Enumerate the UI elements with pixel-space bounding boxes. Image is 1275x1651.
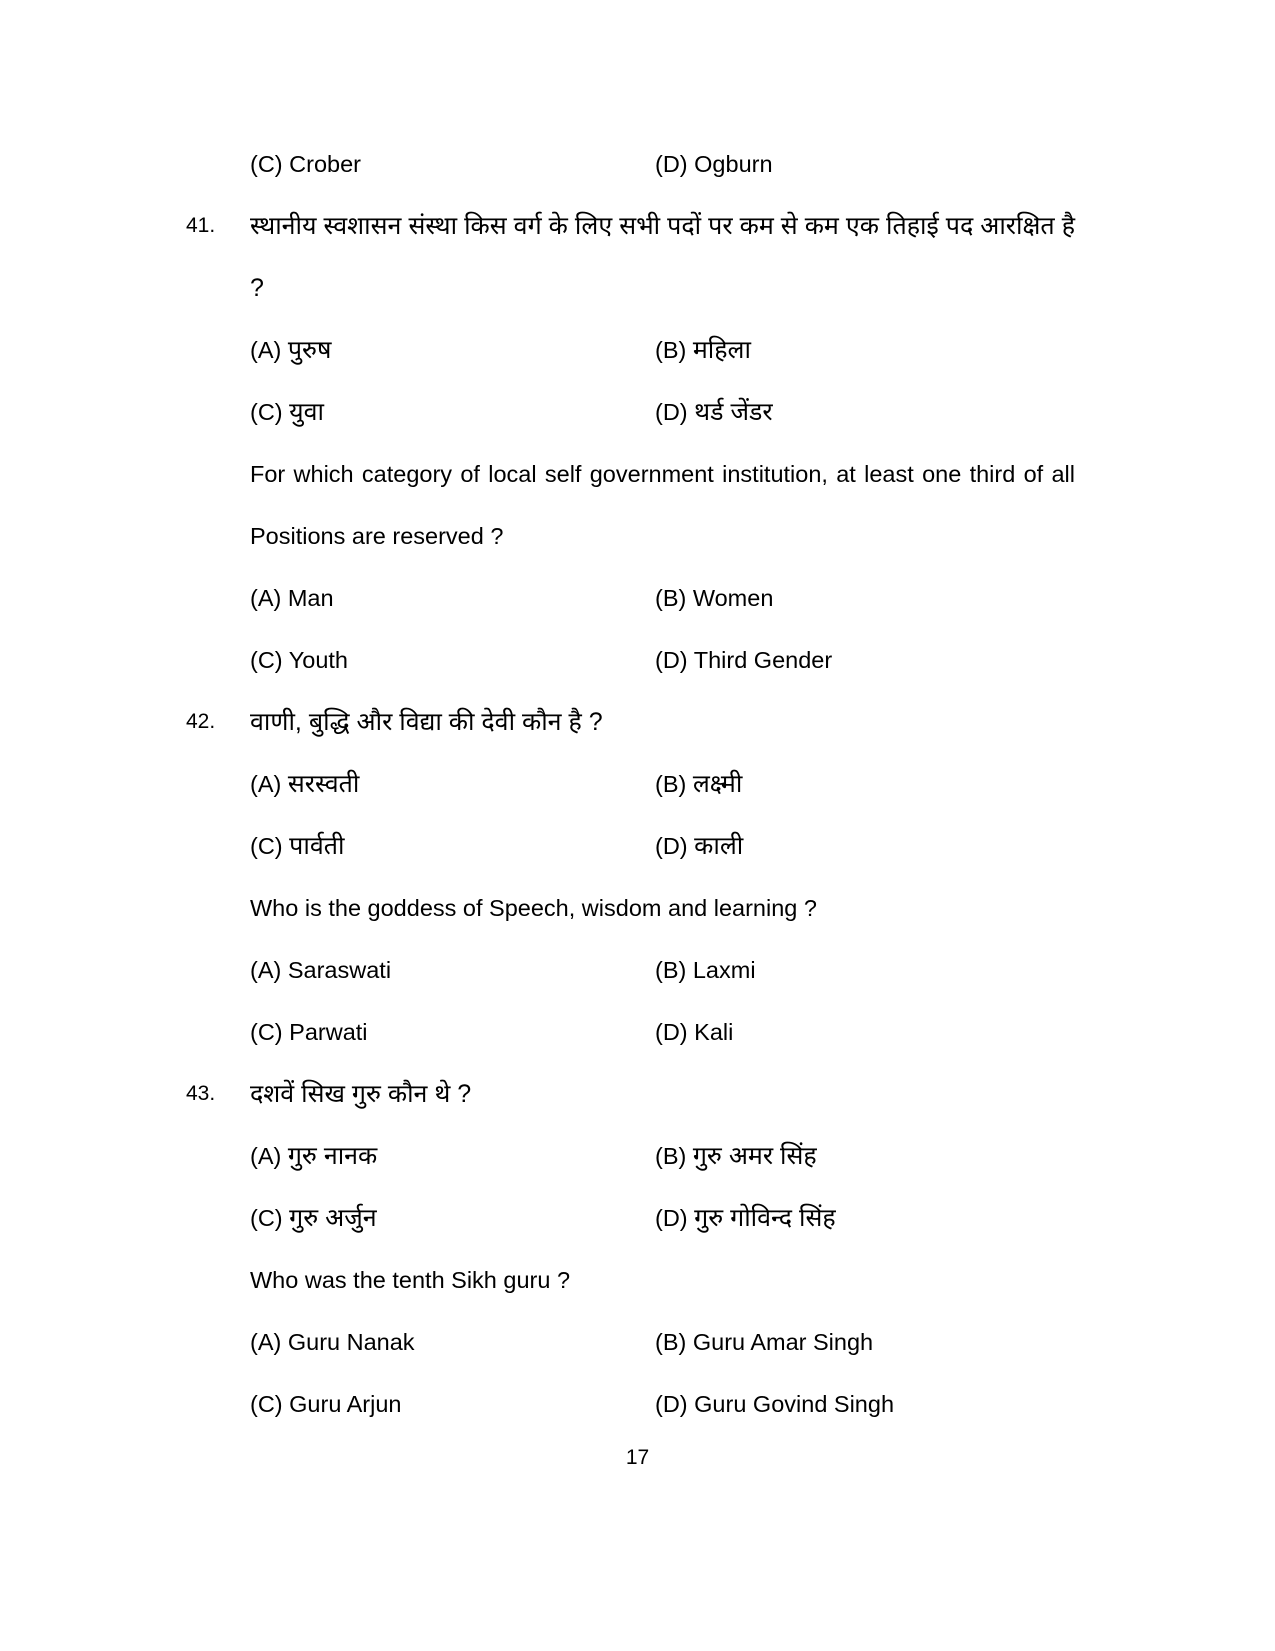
option-c bbox=[250, 381, 655, 443]
option-label: (C) bbox=[250, 833, 283, 859]
option-c bbox=[250, 629, 655, 691]
option-text: Third Gender bbox=[693, 647, 833, 673]
question-43-hindi-options bbox=[250, 1125, 1075, 1249]
option-c-carryover bbox=[250, 133, 655, 195]
option-label: (C) bbox=[250, 1019, 283, 1045]
question-42-english-options bbox=[250, 939, 1075, 1063]
option-label: (B) bbox=[655, 771, 687, 797]
page-number: 17 bbox=[625, 1446, 650, 1469]
option-text: Guru Arjun bbox=[289, 1391, 402, 1417]
option-text: सरस्वती bbox=[287, 770, 360, 798]
carryover-options-row bbox=[250, 133, 1075, 195]
option-text: Crober bbox=[289, 151, 361, 177]
option-a bbox=[250, 939, 655, 1001]
option-label: (D) bbox=[655, 399, 688, 425]
option-label: (C) bbox=[250, 647, 283, 673]
option-d bbox=[655, 629, 1075, 691]
option-label: (B) bbox=[655, 585, 687, 611]
option-b bbox=[655, 1125, 1075, 1187]
option-label: (A) bbox=[250, 957, 282, 983]
option-a bbox=[250, 1125, 655, 1187]
option-a bbox=[250, 753, 655, 815]
option-d bbox=[655, 381, 1075, 443]
option-b bbox=[655, 1311, 1075, 1373]
question-41-hindi-head bbox=[186, 195, 1075, 319]
option-text: Laxmi bbox=[692, 957, 756, 983]
option-a bbox=[250, 319, 655, 381]
option-text: Saraswati bbox=[287, 957, 392, 983]
option-d-carryover bbox=[655, 133, 1075, 195]
option-label: (D) bbox=[655, 1391, 688, 1417]
option-c bbox=[250, 1001, 655, 1063]
option-d bbox=[655, 1187, 1075, 1249]
option-text: Man bbox=[287, 585, 334, 611]
option-label: (C) bbox=[250, 151, 283, 177]
question-number: 41. bbox=[186, 214, 216, 237]
option-label: (D) bbox=[655, 151, 688, 177]
option-text: महिला bbox=[692, 336, 751, 364]
option-label: (D) bbox=[655, 647, 688, 673]
page-footer bbox=[0, 1443, 1275, 1473]
option-text: Youth bbox=[288, 647, 348, 673]
option-label: (C) bbox=[250, 1205, 283, 1231]
option-text: पार्वती bbox=[289, 832, 345, 860]
option-label: (D) bbox=[655, 1205, 688, 1231]
question-41-hindi-options bbox=[250, 319, 1075, 443]
option-label: (B) bbox=[655, 957, 687, 983]
option-label: (A) bbox=[250, 1329, 282, 1355]
option-text: Kali bbox=[694, 1019, 734, 1045]
option-label: (B) bbox=[655, 1329, 687, 1355]
option-text: Ogburn bbox=[694, 151, 773, 177]
option-label: (B) bbox=[655, 337, 687, 363]
question-text-hindi: दशवें सिख गुरु कौन थे ? bbox=[250, 1080, 472, 1108]
question-block-43 bbox=[186, 1063, 1075, 1435]
question-text-hindi: वाणी, बुद्धि और विद्या की देवी कौन है ? bbox=[250, 708, 603, 736]
question-text-hindi: स्थानीय स्वशासन संस्था किस वर्ग के लिए सभी पदों पर कम से कम एक तिहाई पद आरक्षित है ? bbox=[250, 212, 1075, 302]
option-text: लक्ष्मी bbox=[692, 770, 743, 798]
question-number: 43. bbox=[186, 1082, 216, 1105]
option-text: पुरुष bbox=[287, 336, 332, 364]
question-text-english: Who is the goddess of Speech, wisdom and learning ? bbox=[250, 895, 817, 921]
option-c bbox=[250, 815, 655, 877]
option-text: गुरु अमर सिंह bbox=[692, 1142, 817, 1170]
question-43-english-options bbox=[250, 1311, 1075, 1435]
option-text: Guru Govind Singh bbox=[694, 1391, 895, 1417]
option-text: गुरु नानक bbox=[287, 1142, 378, 1170]
question-text-english: For which category of local self government institution, at least one third of all Positions are reserved ? bbox=[250, 461, 1075, 549]
option-c bbox=[250, 1187, 655, 1249]
option-text: काली bbox=[694, 832, 744, 860]
question-block-41 bbox=[186, 195, 1075, 691]
option-label: (C) bbox=[250, 1391, 283, 1417]
option-d bbox=[655, 1001, 1075, 1063]
option-text: Guru Amar Singh bbox=[692, 1329, 874, 1355]
option-a bbox=[250, 567, 655, 629]
option-label: (C) bbox=[250, 399, 283, 425]
option-text: थर्ड जेंडर bbox=[694, 398, 773, 426]
question-number: 42. bbox=[186, 710, 216, 733]
option-d bbox=[655, 815, 1075, 877]
option-c bbox=[250, 1373, 655, 1435]
option-text: Parwati bbox=[289, 1019, 368, 1045]
question-42-hindi-options bbox=[250, 753, 1075, 877]
question-block-42 bbox=[186, 691, 1075, 1063]
option-label: (A) bbox=[250, 1143, 282, 1169]
option-b bbox=[655, 939, 1075, 1001]
option-label: (B) bbox=[655, 1143, 687, 1169]
option-label: (A) bbox=[250, 337, 282, 363]
option-text: युवा bbox=[289, 398, 325, 426]
option-label: (D) bbox=[655, 833, 688, 859]
option-d bbox=[655, 1373, 1075, 1435]
question-text-english: Who was the tenth Sikh guru ? bbox=[250, 1267, 571, 1293]
question-43-hindi-head bbox=[186, 1063, 1075, 1125]
option-label: (A) bbox=[250, 771, 282, 797]
question-42-hindi-head bbox=[186, 691, 1075, 753]
option-text: Women bbox=[692, 585, 774, 611]
option-label: (D) bbox=[655, 1019, 688, 1045]
question-41-english-options bbox=[250, 567, 1075, 691]
option-b bbox=[655, 753, 1075, 815]
option-label: (A) bbox=[250, 585, 282, 611]
option-b bbox=[655, 567, 1075, 629]
option-text: गुरु अर्जुन bbox=[289, 1204, 377, 1232]
option-a bbox=[250, 1311, 655, 1373]
option-text: Guru Nanak bbox=[287, 1329, 415, 1355]
option-text: गुरु गोविन्द सिंह bbox=[694, 1204, 836, 1232]
option-b bbox=[655, 319, 1075, 381]
